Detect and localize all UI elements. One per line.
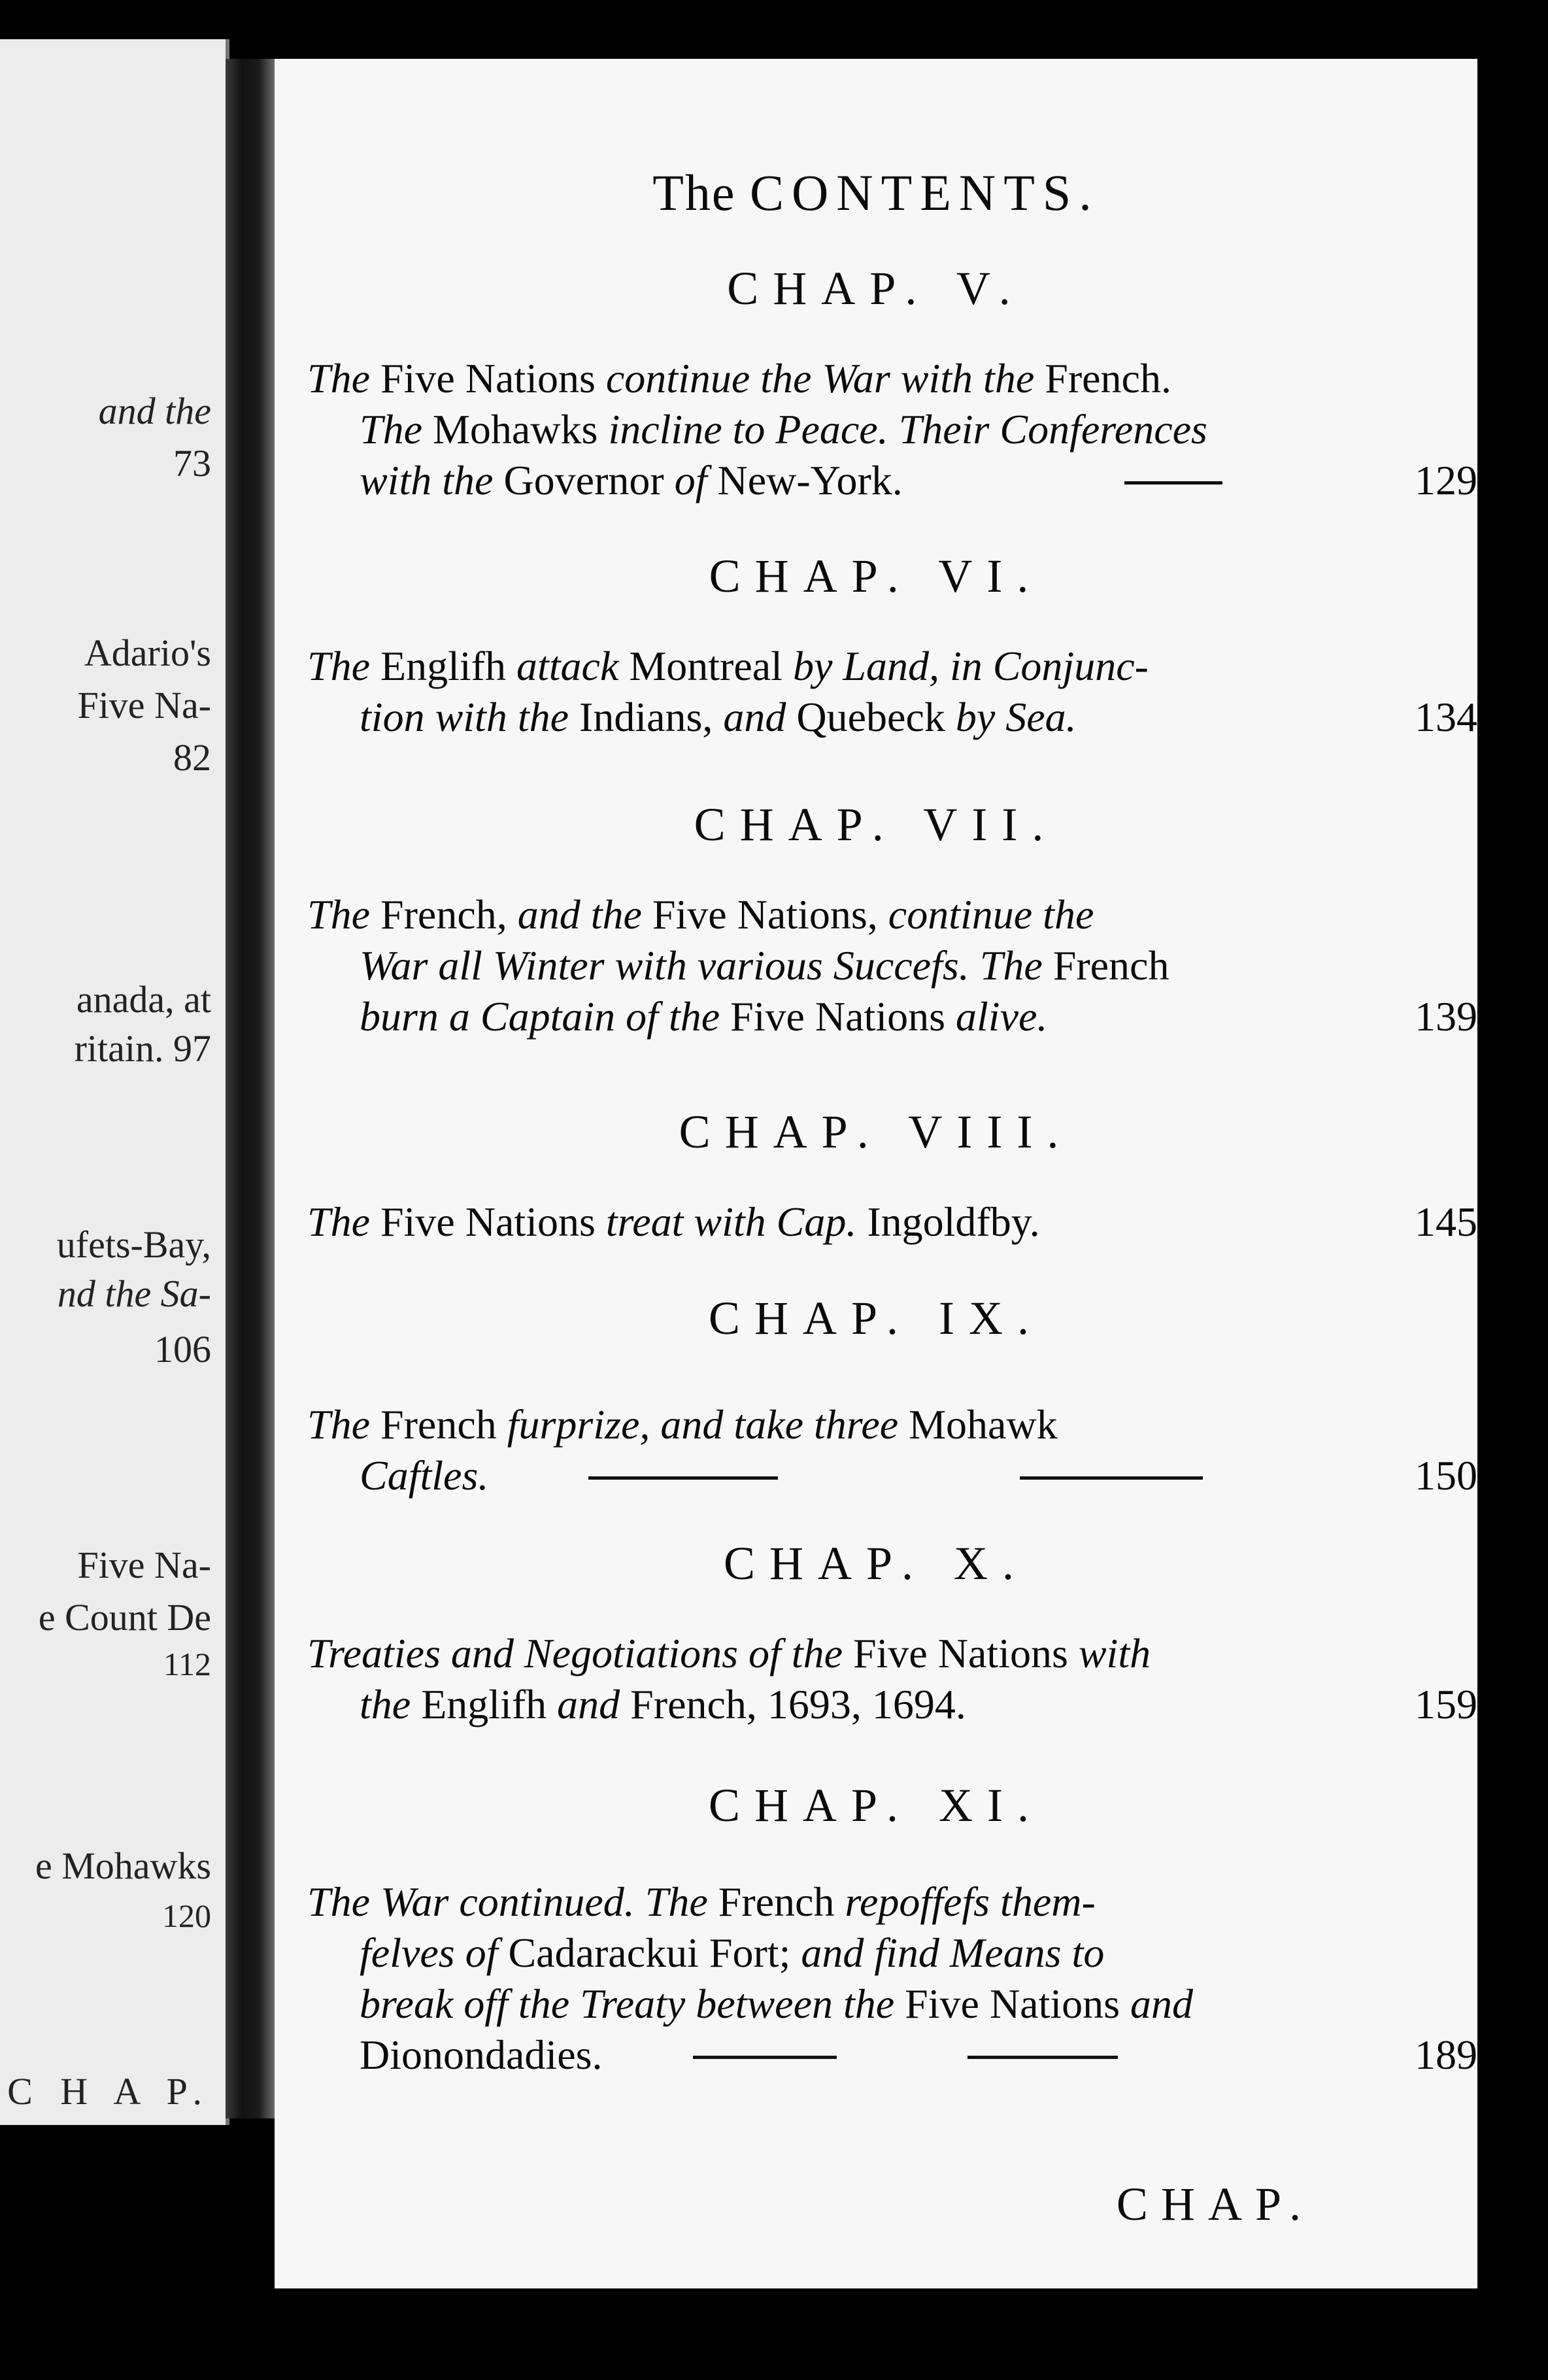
left-fragment: Five Na- — [77, 1544, 211, 1586]
chapter-heading: CHAP. XI. — [708, 1779, 1044, 1831]
chapter-entry — [307, 1197, 1477, 1248]
chapter-heading: CHAP. V. — [727, 262, 1025, 314]
entry-line: The Englifh attack Montreal by Land, in Conjunc- — [307, 643, 1149, 689]
contents-page — [275, 59, 1477, 2288]
entry-line: Treaties and Negotiations of the Five Nations with — [307, 1630, 1151, 1676]
entry-line: The French furprize, and take three Mohawk — [307, 1401, 1058, 1448]
chapter-heading: CHAP. VIII. — [679, 1106, 1073, 1158]
left-fragment: e Mohawks — [35, 1844, 211, 1887]
leader-rule — [1124, 481, 1222, 484]
entry-line: felves of Cadarackui Fort; and find Means to — [360, 1930, 1105, 1976]
chapter-entry — [307, 353, 1477, 506]
catchword: CHAP. — [1116, 2178, 1314, 2230]
page-number: 150 — [1415, 1452, 1477, 1499]
left-fragment: e Count De — [38, 1596, 211, 1639]
left-fragment: 82 — [173, 736, 211, 779]
header-title: CONTENTS. — [749, 164, 1100, 221]
entry-line: War all Winter with various Succefs. The French — [360, 942, 1169, 989]
page-number: 189 — [1415, 2032, 1477, 2078]
entry-line: The War continued. The French repoffefs them- — [307, 1878, 1096, 1925]
leader-rule — [1020, 1476, 1203, 1480]
left-fragment: 106 — [154, 1328, 211, 1370]
page-number: 145 — [1415, 1198, 1477, 1245]
entry-line: break off the Treaty between the Five Nations and — [360, 1980, 1194, 2027]
leader-rule — [693, 2056, 837, 2059]
chapter-heading: CHAP. VII. — [694, 798, 1058, 851]
page-number: 129 — [1415, 457, 1477, 503]
chapter-heading: CHAP. IX. — [708, 1292, 1044, 1344]
left-fragment: ritain. 97 — [74, 1027, 211, 1070]
left-fragment: and the — [98, 390, 211, 432]
book-gutter — [226, 59, 281, 2118]
left-fragment: 112 — [163, 1646, 211, 1682]
left-fragment: ufets-Bay, — [56, 1223, 211, 1266]
page-header — [275, 163, 1477, 222]
page-number: 159 — [1415, 1681, 1477, 1727]
left-fragment: C H A P. — [7, 2070, 211, 2113]
entry-line: burn a Captain of the Five Nations alive. — [360, 993, 1048, 1040]
chapter-heading: CHAP. X. — [723, 1537, 1029, 1590]
left-fragment: Five Na- — [77, 684, 211, 726]
previous-page-fragment — [0, 39, 229, 2125]
left-fragment: 120 — [162, 1897, 211, 1934]
left-fragment: Adario's — [84, 632, 211, 674]
chapter-entry — [307, 1628, 1477, 1730]
header-prefix: The — [652, 164, 736, 221]
chapter-heading: CHAP. VI. — [709, 550, 1043, 602]
entry-line: The Mohawks incline to Peace. Their Conferences — [360, 406, 1207, 452]
entry-line: Caftles. — [360, 1452, 489, 1499]
chapter-entry — [307, 889, 1477, 1042]
chapter-entry — [307, 1877, 1477, 2081]
entry-line: The French, and the Five Nations, continue the — [307, 891, 1094, 938]
entry-line: The Five Nations continue the War with the French. — [307, 355, 1171, 401]
entry-line: with the Governor of New-York. — [360, 457, 903, 503]
chapter-entry — [307, 641, 1477, 743]
page-number: 134 — [1415, 694, 1477, 740]
entry-line: The Five Nations treat with Cap. Ingoldfby. — [307, 1198, 1040, 1245]
entry-line: tion with the Indians, and Quebeck by Sea. — [360, 694, 1077, 740]
leader-rule — [968, 2056, 1118, 2059]
leader-rule — [588, 1476, 778, 1480]
page-number: 139 — [1415, 993, 1477, 1040]
chapter-entry — [307, 1399, 1477, 1501]
left-fragment: anada, at — [76, 978, 211, 1021]
entry-line: Dionondadies. — [360, 2032, 603, 2078]
left-fragment: 73 — [173, 442, 211, 484]
left-fragment: nd the Sa- — [57, 1272, 211, 1315]
entry-line: the Englifh and French, 1693, 1694. — [360, 1681, 966, 1727]
